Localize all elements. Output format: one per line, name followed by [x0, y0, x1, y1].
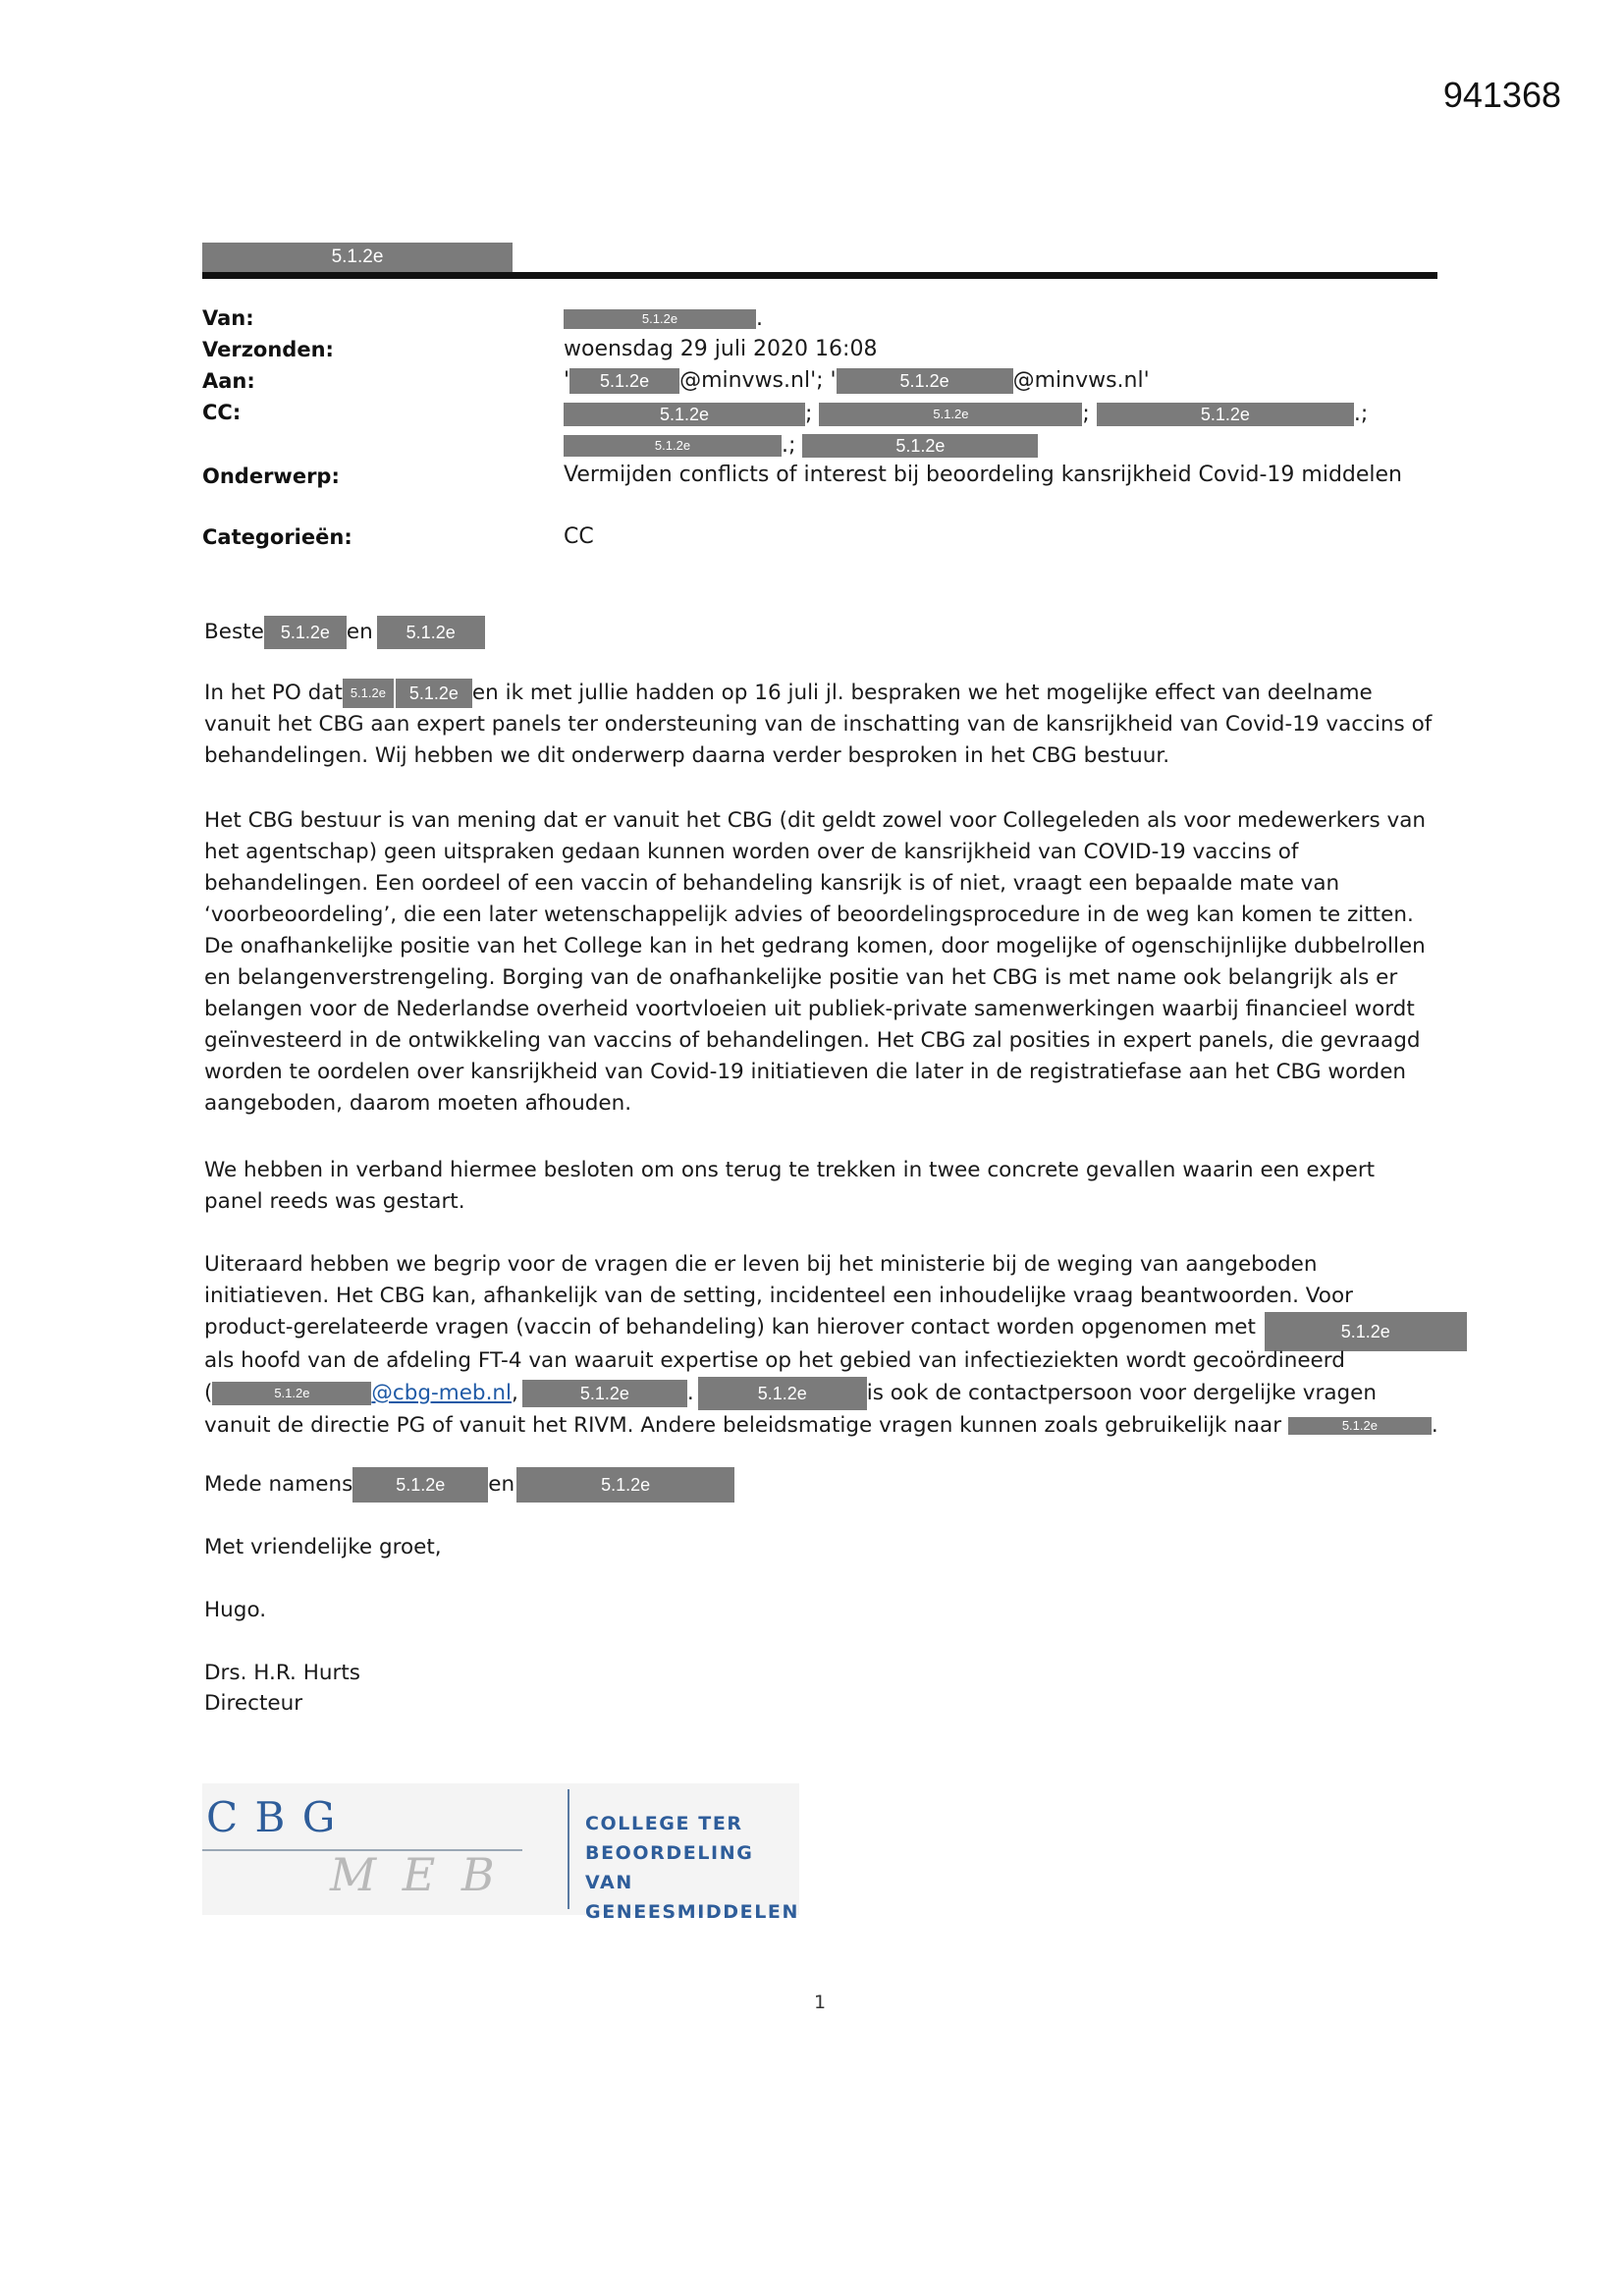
- signature-title: Directeur: [204, 1691, 303, 1716]
- redaction-block: 5.1.2e: [212, 1382, 371, 1405]
- page-number: 1: [813, 1992, 827, 2013]
- redaction-block: 5.1.2e: [377, 616, 485, 649]
- redaction-block: 5.1.2e: [698, 1377, 867, 1410]
- greeting: Beste 5.1.2e en 5.1.2e: [204, 616, 1451, 649]
- redaction-block: 5.1.2e: [802, 434, 1038, 458]
- paragraph-1: In het PO dat 5.1.2e 5.1.2e en ik met jullie hadden op 16 juli jl. bespraken we het mogelijke effect van deelname vanuit het CBG aan expert panels ter ondersteuning van de inschatting van de kansrijkheid van Covid-19 vaccins of behandelingen. Wij hebben we dit onderwerp daarna verder besproken in het CBG bestuur.: [204, 681, 1433, 768]
- redaction-block: 5.1.2e: [343, 679, 394, 708]
- sent-label: Verzonden:: [202, 338, 334, 361]
- cc-label: CC:: [202, 401, 242, 424]
- redaction-block: 5.1.2e: [819, 403, 1082, 426]
- from-value: 5.1.2e .: [564, 306, 763, 331]
- redaction-block: 5.1.2e: [569, 368, 679, 394]
- email-link[interactable]: @cbg-meb.nl: [371, 1381, 513, 1405]
- sent-value: woensdag 29 juli 2020 16:08: [564, 337, 878, 361]
- on-behalf-line: Mede namens 5.1.2e en 5.1.2e: [204, 1467, 1451, 1503]
- paragraph-2: Het CBG bestuur is van mening dat er vanuit het CBG (dit geldt zowel voor Collegeleden als voor medewerkers van het agentschap) geen uitspraken gedaan kunnen worden over de kansrijkheid van COVID-19 vaccins of behandelingen. Een oordeel of een vaccin of behandeling kansrijk is of niet, vraagt een bepaalde mate van ‘voorbeoordeling’, die een later wetenschappelijk advies of beoordelingsprocedure in de weg kan komen te zitten. De onafhankelijke positie van het College kan in het gedrang komen, door mogelijke of ogenschijnlijke dubbelrollen en belangenverstrengeling. Borging van de onafhankelijke positie van het CBG is met name ook belangrijk als er belangen voor de Nederlandse overheid voortvloeien uit publiek-private samenwerkingen waarbij financieel wordt geïnvesteerd in de ontwikkeling van vaccins of behandelingen. Het CBG zal posities in expert panels, die gevraagd worden te oordelen over kansrijkheid van Covid-19 initiatieven die later in de registratiefase aan het CBG worden aangeboden, daarom moeten afhouden.: [204, 808, 1427, 1116]
- redaction-block: 5.1.2e: [202, 243, 513, 272]
- from-label: Van:: [202, 306, 254, 330]
- categories-label: Categorieën:: [202, 525, 352, 549]
- redaction-block: 5.1.2e: [1288, 1417, 1432, 1435]
- redaction-block: 5.1.2e: [837, 368, 1013, 394]
- subject-label: Onderwerp:: [202, 465, 340, 488]
- to-label: Aan:: [202, 369, 255, 393]
- cbg-meb-logo: [202, 1783, 800, 1923]
- redaction-block: 5.1.2e: [516, 1467, 734, 1503]
- redaction-block: 5.1.2e: [1265, 1312, 1467, 1351]
- closing: Met vriendelijke groet,: [204, 1535, 442, 1559]
- logo-cbg-letters: C B G: [206, 1793, 338, 1841]
- logo-divider: [568, 1789, 569, 1909]
- redaction-block: 5.1.2e: [1097, 403, 1354, 426]
- redaction-block: 5.1.2e: [564, 403, 805, 426]
- redaction-block: 5.1.2e: [564, 309, 756, 329]
- paragraph-4: Uiteraard hebben we begrip voor de vragen die er leven bij het ministerie bij de weging van aangeboden initiatieven. Het CBG kan, afhankelijk van de setting, incidenteel een inhoudelijke vraag beantwoorden. Voor product-gerelateerde vragen (vaccin of behandeling) kan hierover contact worden opgenomen met 5.1.2e als hoofd van de afdeling FT-4 van waaruit expertise op het gebied van infectieziekten wordt gecoördineerd ( 5.1.2e @cbg-meb.nl, 5.1.2e . 5.1.2e is ook de contactpersoon voor dergelijke vragen vanuit de directie PG of vanuit het RIVM. Andere beleidsmatige vragen kunnen zoals gebruikelijk naar 5.1.2e .: [204, 1249, 1451, 1442]
- logo-text: COLLEGE TER BEOORDELING VAN GENEESMIDDELEN: [585, 1813, 800, 1923]
- to-value: ' 5.1.2e @minvws.nl'; ' 5.1.2e @minvws.nl': [564, 368, 1150, 393]
- subject-value: Vermijden conflicts of interest bij beoordeling kansrijkheid Covid-19 middelen: [564, 463, 1402, 487]
- signoff: Hugo.: [204, 1598, 267, 1622]
- redaction-block: 5.1.2e: [396, 679, 472, 708]
- paragraph-3: We hebben in verband hiermee besloten om ons terug te trekken in twee concrete gevallen waarin een expert panel reeds was gestart.: [204, 1158, 1376, 1214]
- redaction-block: 5.1.2e: [522, 1380, 687, 1407]
- categories-value: CC: [564, 524, 594, 549]
- cc-value-line1: 5.1.2e ; 5.1.2e ; 5.1.2e .;: [564, 402, 1368, 426]
- cc-value-line2: 5.1.2e .; 5.1.2e: [564, 433, 1038, 458]
- document-number: 941368: [1442, 75, 1561, 115]
- signature-name: Drs. H.R. Hurts: [204, 1661, 360, 1685]
- logo-meb-letters: M E B: [330, 1848, 501, 1901]
- header-rule: [202, 272, 1437, 279]
- redaction-block: 5.1.2e: [264, 616, 347, 649]
- redaction-block: 5.1.2e: [352, 1467, 488, 1503]
- redaction-block: 5.1.2e: [564, 435, 782, 457]
